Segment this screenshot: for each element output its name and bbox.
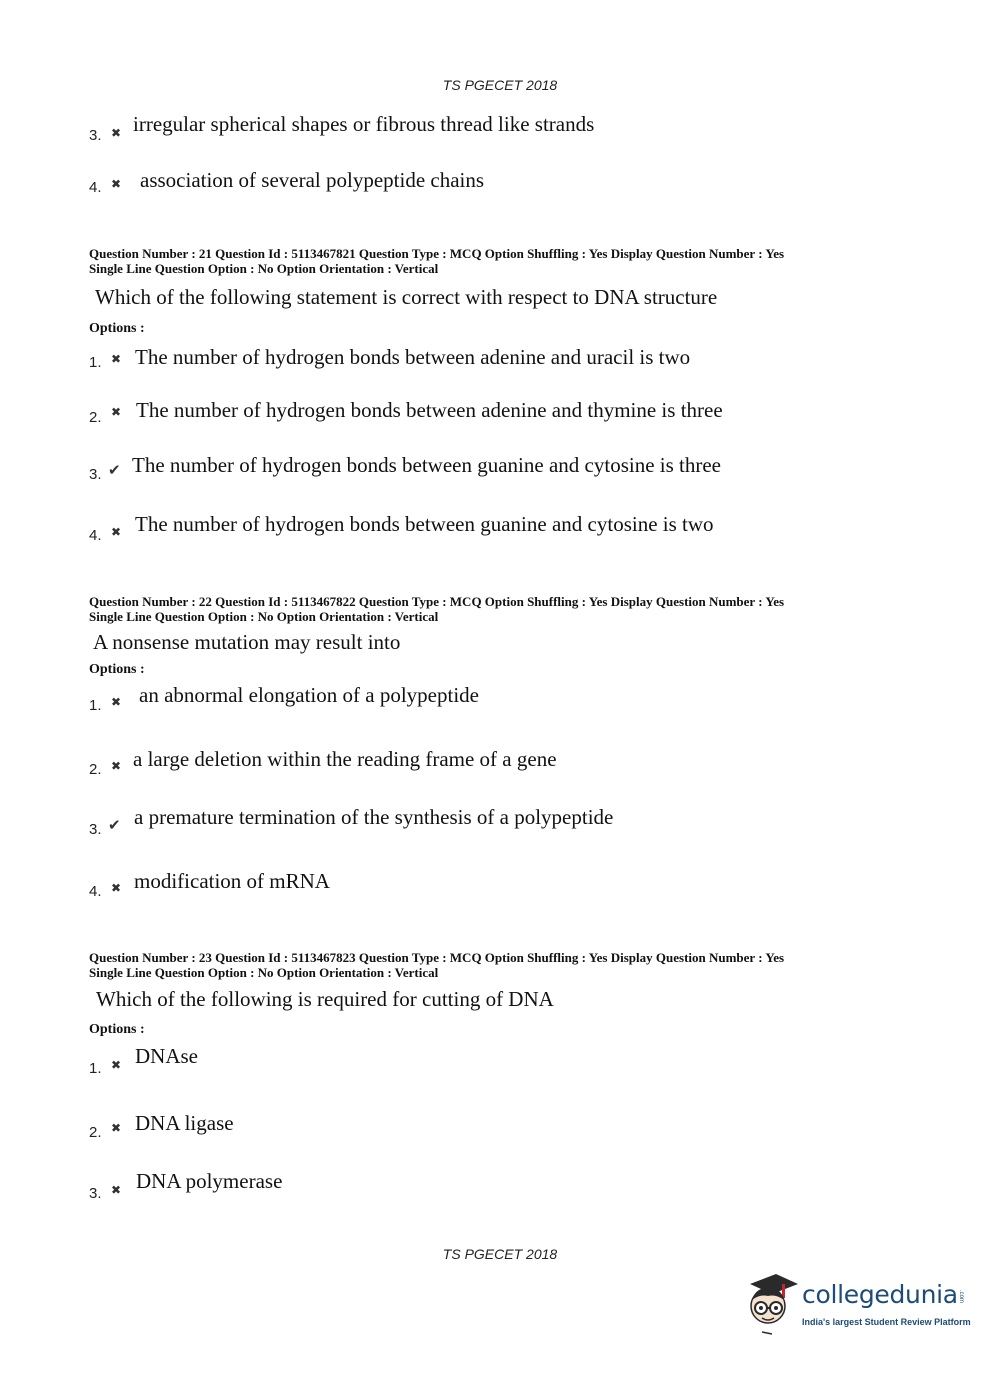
prev-option-3-number: 3. bbox=[89, 127, 102, 144]
question-22-option-3-text: a premature termination of the synthesis of a polypeptide bbox=[134, 805, 614, 829]
question-22-option-4-text: modification of mRNA bbox=[134, 869, 330, 893]
page-header-title: TS PGECET 2018 bbox=[442, 77, 558, 93]
wrong-mark-icon: ✖ bbox=[111, 177, 122, 191]
question-23-meta-line-1: Question Number : 23 Question Id : 5113467823 Question Type : MCQ Option Shuffling : Yes Display Question Number : Yes bbox=[89, 950, 785, 965]
question-23-option-3-text: DNA polymerase bbox=[136, 1169, 283, 1193]
question-22-text: A nonsense mutation may result into bbox=[93, 630, 401, 654]
wrong-mark-icon: ✖ bbox=[111, 759, 122, 773]
wrong-mark-icon: ✖ bbox=[111, 695, 122, 709]
question-22-options-label: Options : bbox=[89, 662, 145, 677]
question-21-meta-line-1: Question Number : 21 Question Id : 5113467821 Question Type : MCQ Option Shuffling : Yes Display Question Number : Yes bbox=[89, 246, 785, 261]
question-21-option-2-number: 2. bbox=[89, 409, 102, 426]
question-23-option-2-number: 2. bbox=[89, 1124, 102, 1141]
question-21-option-1-number: 1. bbox=[89, 354, 102, 371]
question-23-meta-line-2: Single Line Question Option : No Option Orientation : Vertical bbox=[89, 965, 439, 980]
question-23-text: Which of the following is required for cutting of DNA bbox=[96, 987, 554, 1011]
logo-name: collegedunia bbox=[802, 1280, 958, 1309]
question-23-option-1-text: DNAse bbox=[135, 1044, 198, 1068]
wrong-mark-icon: ✖ bbox=[111, 1121, 122, 1135]
prev-option-4-number: 4. bbox=[89, 179, 102, 196]
wrong-mark-icon: ✖ bbox=[111, 1183, 122, 1197]
question-22-option-1-number: 1. bbox=[89, 697, 102, 714]
wrong-mark-icon: ✖ bbox=[111, 352, 122, 366]
wrong-mark-icon: ✖ bbox=[111, 1058, 122, 1072]
question-23-option-2-text: DNA ligase bbox=[135, 1111, 234, 1135]
page-footer-title: TS PGECET 2018 bbox=[442, 1246, 558, 1262]
question-22-option-3-number: 3. bbox=[89, 821, 102, 838]
question-21-options-label: Options : bbox=[89, 321, 145, 336]
question-22-option-4-number: 4. bbox=[89, 883, 102, 900]
prev-option-4-text: association of several polypeptide chains bbox=[140, 168, 485, 192]
question-22-meta-line-1: Question Number : 22 Question Id : 5113467822 Question Type : MCQ Option Shuffling : Yes Display Question Number : Yes bbox=[89, 594, 785, 609]
question-21-meta-line-2: Single Line Question Option : No Option Orientation : Vertical bbox=[89, 261, 439, 276]
question-21-option-4-number: 4. bbox=[89, 527, 102, 544]
logo-com-suffix: .com bbox=[958, 1290, 964, 1304]
wrong-mark-icon: ✖ bbox=[111, 405, 122, 419]
question-22-option-2-number: 2. bbox=[89, 761, 102, 778]
question-22-option-2-text: a large deletion within the reading frame of a gene bbox=[133, 747, 557, 771]
question-21-text: Which of the following statement is correct with respect to DNA structure bbox=[95, 285, 718, 309]
correct-check-icon: ✔ bbox=[108, 461, 121, 479]
question-21-option-3-number: 3. bbox=[89, 466, 102, 483]
question-21-option-1-text: The number of hydrogen bonds between adenine and uracil is two bbox=[135, 345, 691, 369]
wrong-mark-icon: ✖ bbox=[111, 525, 122, 539]
question-22-meta-line-2: Single Line Question Option : No Option Orientation : Vertical bbox=[89, 609, 439, 624]
question-23-options-label: Options : bbox=[89, 1022, 145, 1037]
wrong-mark-icon: ✖ bbox=[111, 126, 122, 140]
question-23-option-3-number: 3. bbox=[89, 1185, 102, 1202]
question-21-option-2-text: The number of hydrogen bonds between adenine and thymine is three bbox=[136, 398, 723, 422]
wrong-mark-icon: ✖ bbox=[111, 881, 122, 895]
question-21-option-3-text: The number of hydrogen bonds between guanine and cytosine is three bbox=[132, 453, 721, 477]
student-mascot-icon bbox=[742, 1270, 800, 1336]
correct-check-icon: ✔ bbox=[108, 816, 121, 834]
question-22-option-1-text: an abnormal elongation of a polypeptide bbox=[139, 683, 479, 707]
logo-tagline: India's largest Student Review Platform bbox=[802, 1317, 971, 1327]
prev-option-3-text: irregular spherical shapes or fibrous thread like strands bbox=[133, 112, 595, 136]
question-23-option-1-number: 1. bbox=[89, 1060, 102, 1077]
collegedunia-logo bbox=[742, 1268, 972, 1338]
question-21-option-4-text: The number of hydrogen bonds between guanine and cytosine is two bbox=[135, 512, 714, 536]
